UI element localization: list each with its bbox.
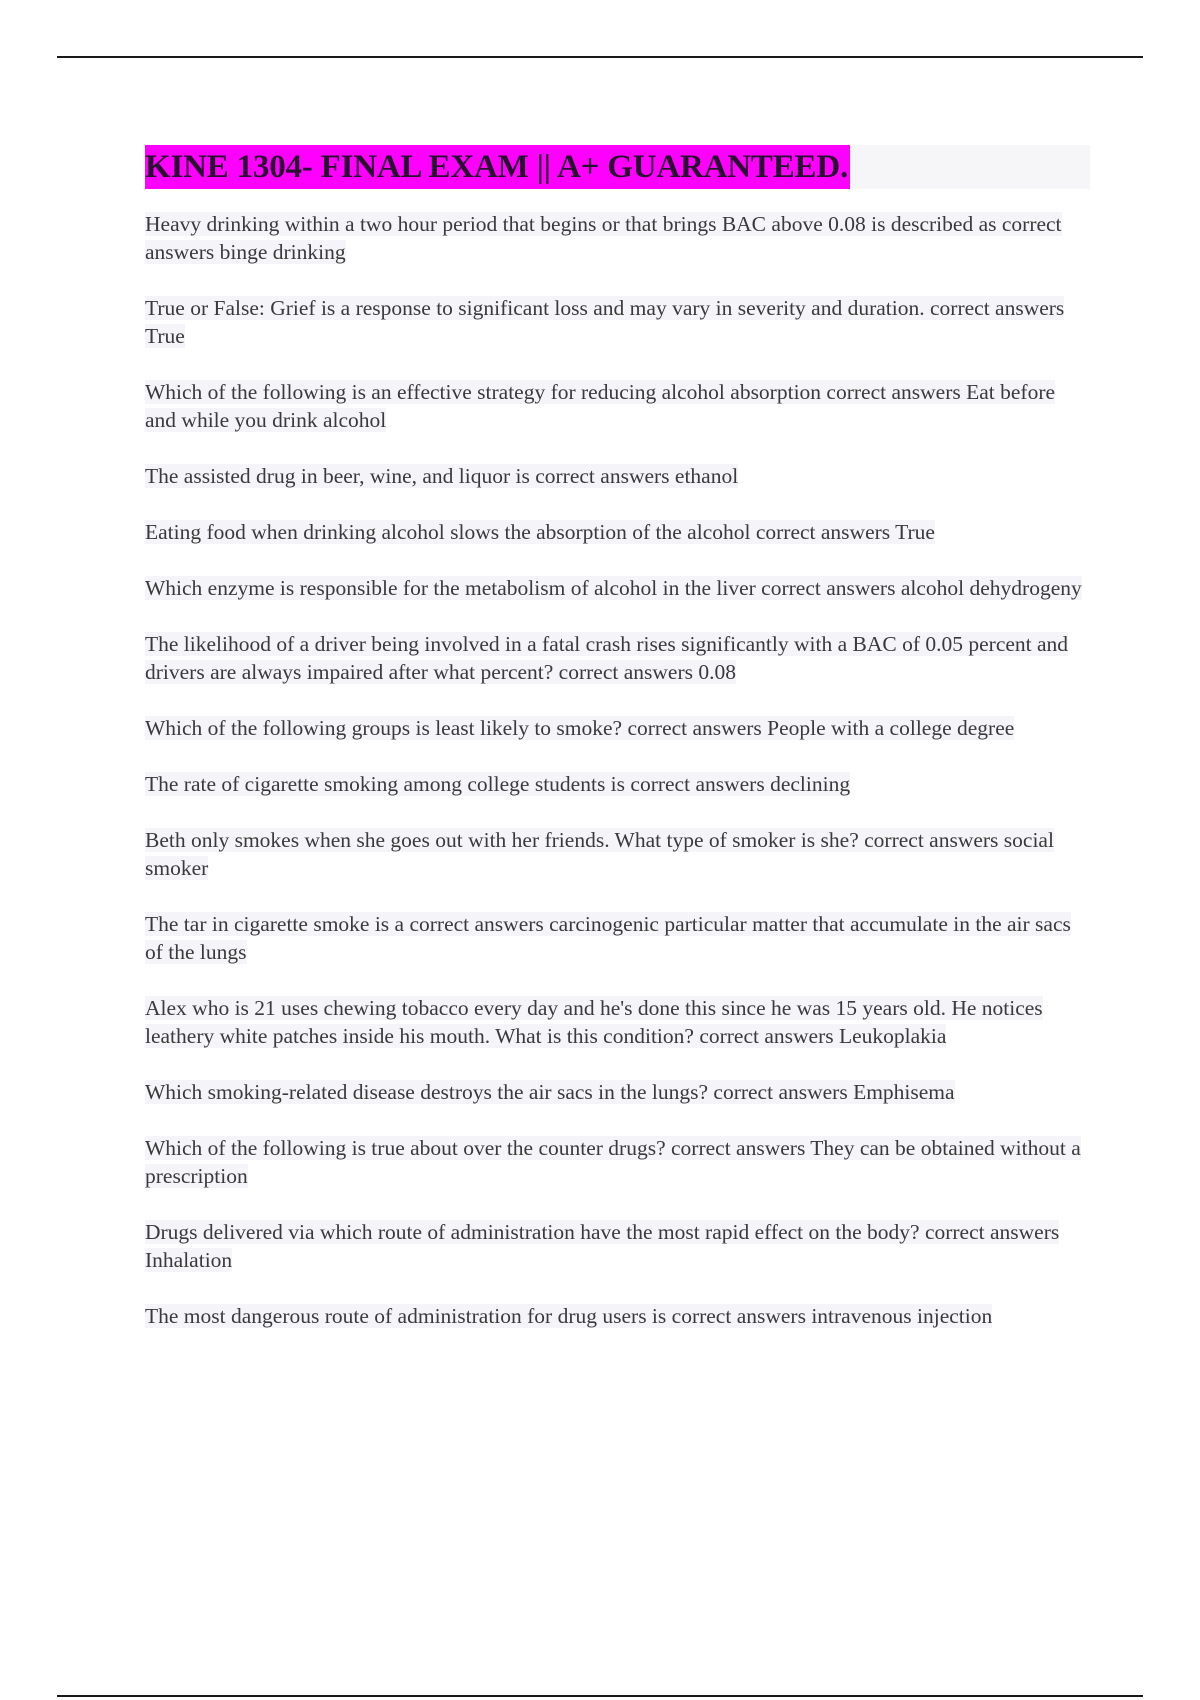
question-text: Heavy drinking within a two hour period that begins or that brings BAC above 0.08 is described as correct answers binge drinking [145, 212, 1062, 264]
question-text: Alex who is 21 uses chewing tobacco every day and he's done this since he was 15 years old. He notices leathery white patches inside his mouth. What is this condition? correct answers Leukoplakia [145, 996, 1043, 1048]
question-text: Which smoking-related disease destroys the air sacs in the lungs? correct answers Emphisema [145, 1080, 955, 1104]
question-item [145, 462, 1090, 490]
question-item [145, 630, 1090, 686]
question-text: Which of the following groups is least likely to smoke? correct answers People with a college degree [145, 716, 1015, 740]
page-title: KINE 1304- FINAL EXAM || A+ GUARANTEED. [145, 145, 850, 189]
question-item [145, 1218, 1090, 1274]
question-text: Eating food when drinking alcohol slows the absorption of the alcohol correct answers True [145, 520, 935, 544]
question-text: Drugs delivered via which route of administration have the most rapid effect on the body? correct answers Inhalation [145, 1220, 1060, 1272]
question-item [145, 210, 1090, 266]
title-row [145, 145, 1090, 189]
question-item [145, 378, 1090, 434]
question-text: The likelihood of a driver being involved in a fatal crash rises significantly with a BAC of 0.05 percent and drivers are always impaired after what percent? correct answers 0.08 [145, 632, 1069, 684]
document-body [145, 145, 1090, 1358]
question-item [145, 994, 1090, 1050]
question-item [145, 1302, 1090, 1330]
question-text: The rate of cigarette smoking among college students is correct answers declining [145, 772, 851, 796]
question-text: Which of the following is an effective strategy for reducing alcohol absorption correct answers Eat before and while you drink alcohol [145, 380, 1056, 432]
question-item [145, 770, 1090, 798]
bottom-rule [57, 1695, 1143, 1697]
question-text: Which of the following is true about over the counter drugs? correct answers They can be obtained without a prescription [145, 1136, 1081, 1188]
question-item [145, 518, 1090, 546]
question-item [145, 714, 1090, 742]
question-text: Beth only smokes when she goes out with her friends. What type of smoker is she? correct answers social smoker [145, 828, 1054, 880]
question-text: Which enzyme is responsible for the metabolism of alcohol in the liver correct answers alcohol dehydrogeny [145, 576, 1082, 600]
question-item [145, 1134, 1090, 1190]
question-text: True or False: Grief is a response to significant loss and may vary in severity and duration. correct answers True [145, 296, 1065, 348]
question-item [145, 574, 1090, 602]
question-item [145, 826, 1090, 882]
question-text: The tar in cigarette smoke is a correct answers carcinogenic particular matter that accumulate in the air sacs of the lungs [145, 912, 1071, 964]
question-text: The assisted drug in beer, wine, and liquor is correct answers ethanol [145, 464, 739, 488]
question-text: The most dangerous route of administration for drug users is correct answers intravenous injection [145, 1304, 993, 1328]
top-rule [57, 56, 1143, 58]
question-item [145, 910, 1090, 966]
question-item [145, 294, 1090, 350]
question-item [145, 1078, 1090, 1106]
